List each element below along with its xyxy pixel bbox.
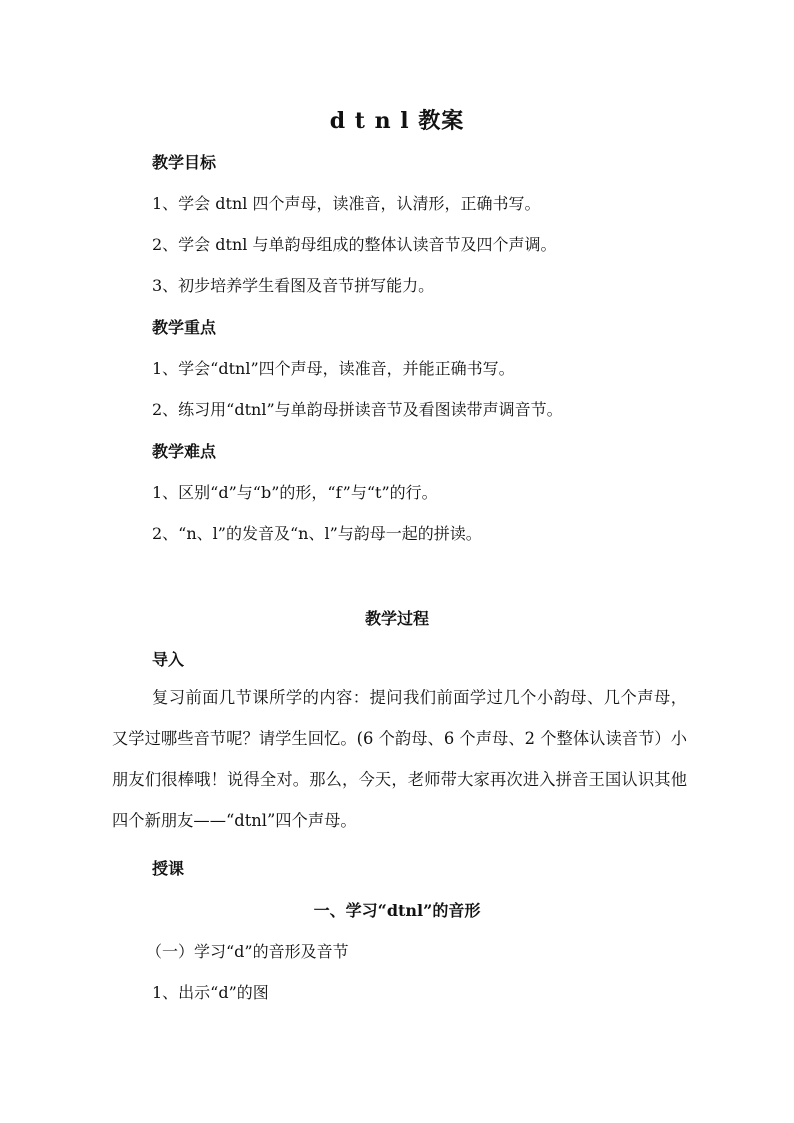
lesson-heading: 授课 xyxy=(152,859,185,878)
goal-item-3: 3、初步培养学生看图及音节拼写能力。 xyxy=(152,276,435,295)
intro-paragraph: 复习前面几节课所学的内容：提问我们前面学过几个小韵母、几个声母，又学过哪些音节呢？请学生回忆。(6 个韵母、6 个声母、2 个整体认读音节）小朋友们很棒哦！说得全对。那么，今天，老师带大家再次进入拼音王国认识其他四个新朋友——“dtnl”四个声母。 xyxy=(112,688,687,830)
difficulties-heading: 教学难点 xyxy=(152,442,217,461)
intro-heading: 导入 xyxy=(152,650,185,669)
step-one: 1、出示“d”的图 xyxy=(152,983,269,1002)
document-title: d t n l 教案 xyxy=(329,108,465,134)
goal-item-1: 1、学会 dtnl 四个声母，读准音，认清形，正确书写。 xyxy=(152,194,541,213)
sub-section-one: （一）学习“d”的音形及音节 xyxy=(146,942,349,961)
process-heading: 教学过程 xyxy=(364,609,429,628)
goal-item-2: 2、学会 dtnl 与单韵母组成的整体认读音节及四个声调。 xyxy=(152,235,557,254)
goals-heading: 教学目标 xyxy=(152,153,217,172)
key-points-heading: 教学重点 xyxy=(152,318,217,337)
difficulty-item-1: 1、区别“d”与“b”的形，“f”与“t”的行。 xyxy=(152,483,438,502)
key-point-item-2: 2、练习用“dtnl”与单韵母拼读音节及看图读带声调音节。 xyxy=(152,400,563,419)
difficulty-item-2: 2、“n、l”的发音及“n、l”与韵母一起的拼读。 xyxy=(152,524,482,543)
section-one-heading: 一、学习“dtnl”的音形 xyxy=(313,901,481,920)
key-point-item-1: 1、学会“dtnl”四个声母，读准音，并能正确书写。 xyxy=(152,359,515,378)
